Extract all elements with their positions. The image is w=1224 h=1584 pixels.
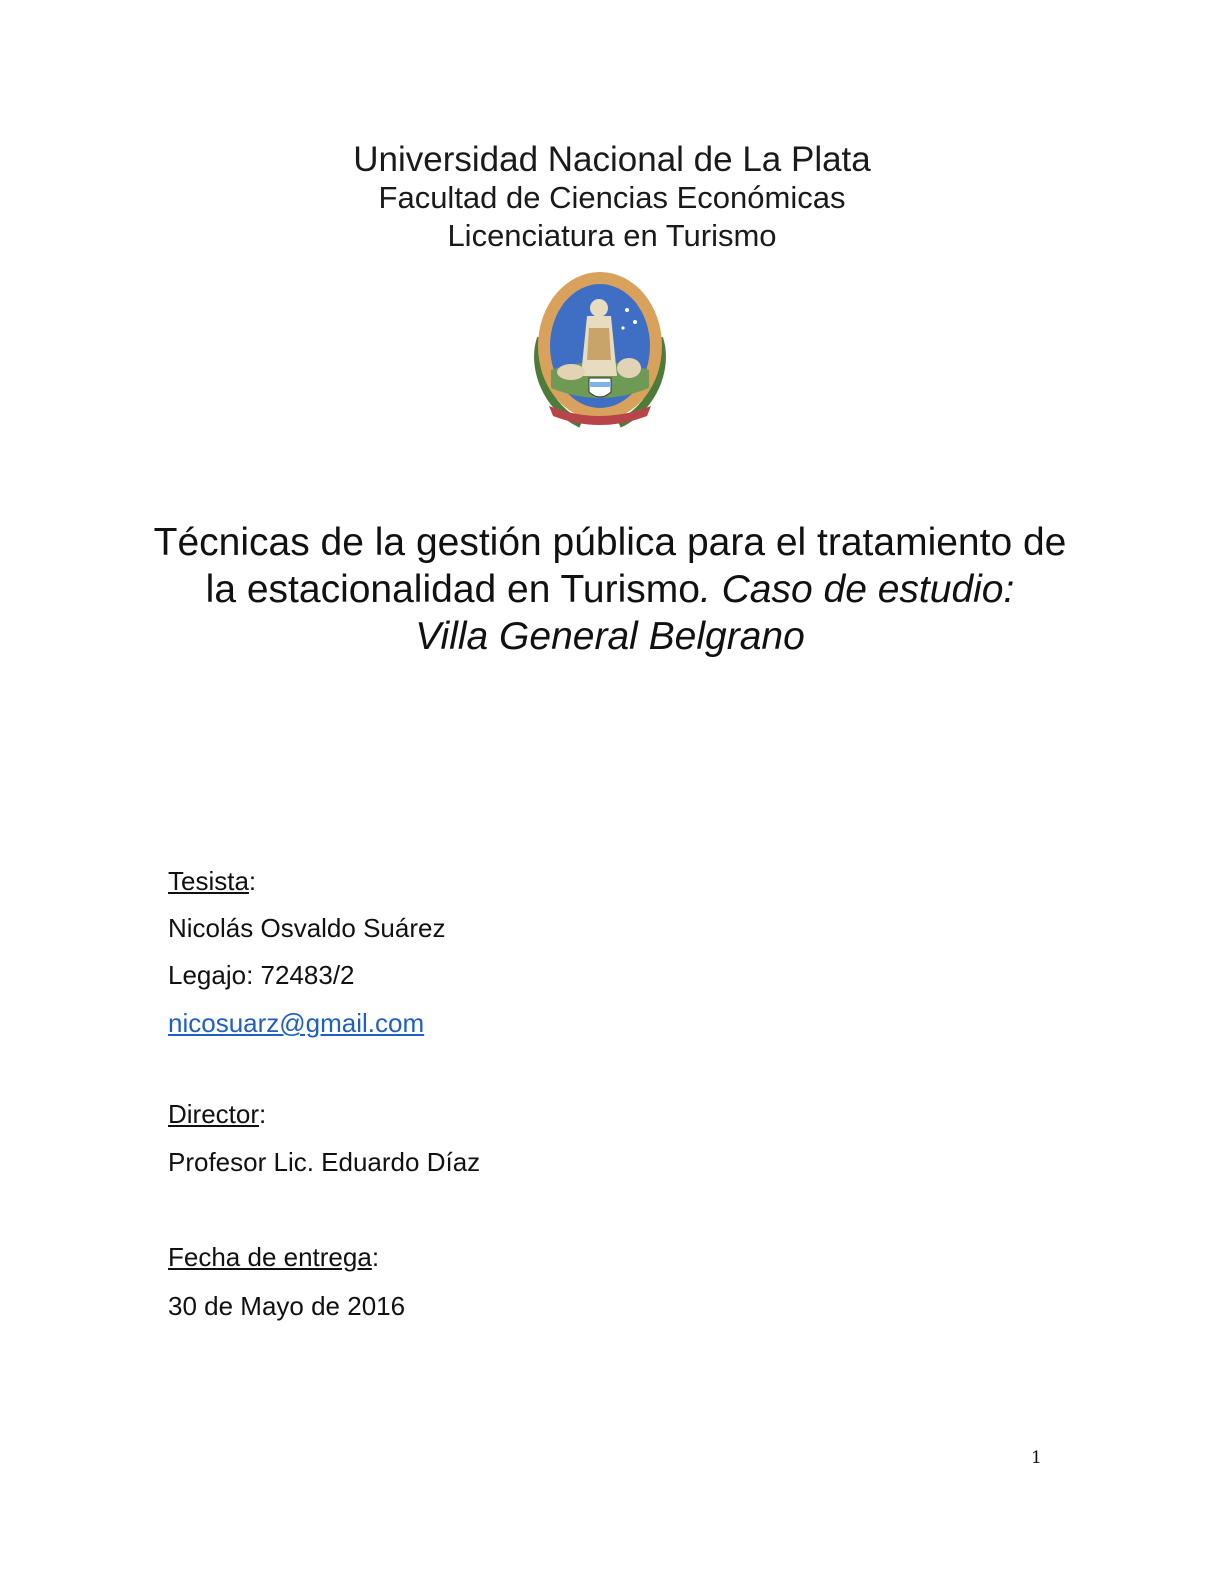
author-name: Nicolás Osvaldo Suárez <box>168 913 446 943</box>
faculty-name: Facultad de Ciencias Económicas <box>378 180 846 215</box>
author-heading <box>168 866 256 897</box>
title-main: Técnicas de la gestión pública para el tratamiento de la estacionalidad en Turismo <box>153 521 1067 611</box>
director-label-colon: : <box>259 1099 267 1129</box>
page-number: 1 <box>1031 1448 1042 1468</box>
director-label: Director <box>168 1099 260 1129</box>
title-subtitle-line2: Villa General Belgrano <box>415 615 805 658</box>
date-value: 30 de Mayo de 2016 <box>168 1291 406 1321</box>
director-name: Profesor Lic. Eduardo Díaz <box>168 1147 481 1177</box>
title-period: . <box>699 568 711 611</box>
email-link[interactable]: nicosuarz@gmail.com <box>168 1008 425 1038</box>
date-heading <box>168 1242 379 1273</box>
email-line <box>168 1008 424 1039</box>
thesis-title <box>150 519 1070 660</box>
director-heading <box>168 1099 266 1130</box>
university-seal <box>529 268 671 432</box>
author-label: Tesista <box>168 866 249 896</box>
legajo-line: Legajo: 72483/2 <box>168 960 355 990</box>
title-subtitle-line1: Caso de estudio: <box>710 568 1015 611</box>
university-name: Universidad Nacional de La Plata <box>353 140 871 179</box>
author-label-colon: : <box>248 866 257 896</box>
degree-name: Licenciatura en Turismo <box>447 218 777 253</box>
date-label-colon: : <box>371 1242 380 1272</box>
institution-header <box>0 140 1224 256</box>
date-label: Fecha de entrega <box>168 1242 372 1272</box>
